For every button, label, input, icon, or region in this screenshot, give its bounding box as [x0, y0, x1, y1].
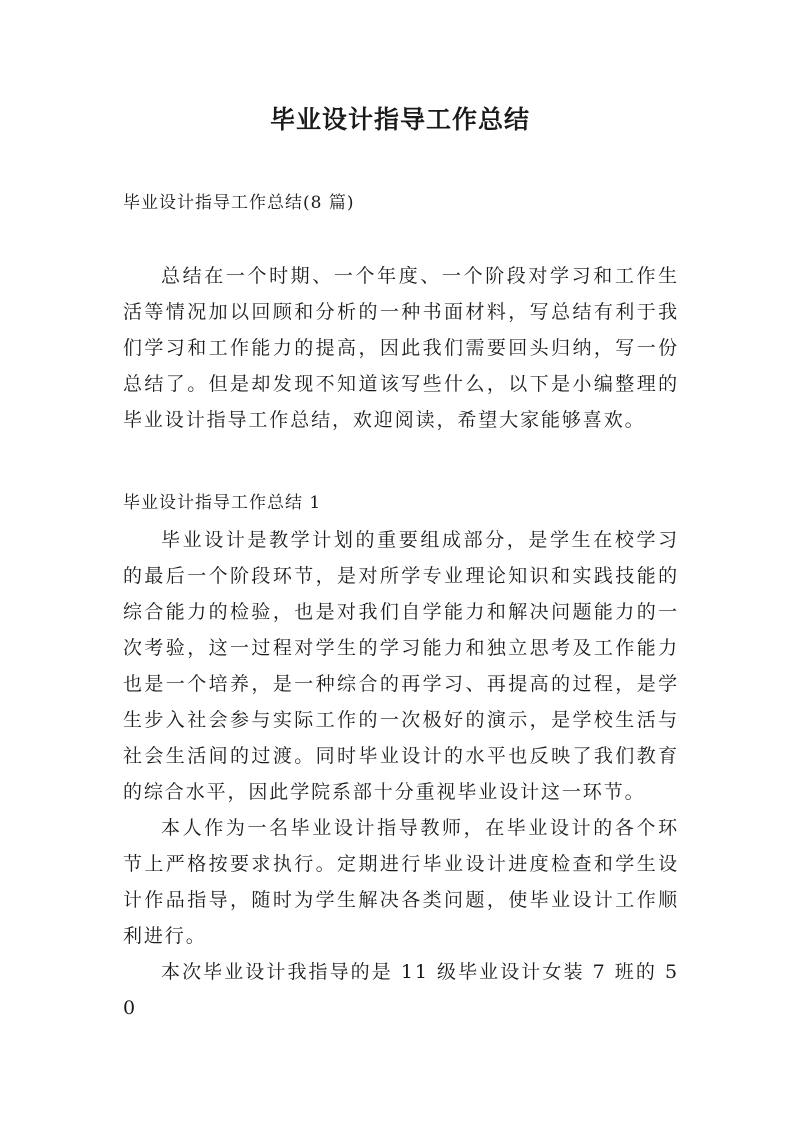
document-subtitle: 毕业设计指导工作总结(8 篇) — [123, 193, 355, 213]
intro-paragraph: 总结在一个时期、一个年度、一个阶段对学习和工作生活等情况加以回顾和分析的一种书面材料，写总结有利于我们学习和工作能力的提高，因此我们需要回头归纳，写一份总结了。但是却发现不知道该写些什么，以下是小编整理的毕业设计指导工作总结，欢迎阅读，希望大家能够喜欢。 — [123, 265, 679, 431]
body-paragraph: 本次毕业设计我指导的是 11 级毕业设计女装 7 班的 50 — [123, 961, 679, 1019]
section-body-1 — [123, 522, 679, 1026]
document-title: 毕业设计指导工作总结 — [269, 105, 530, 134]
body-paragraph: 毕业设计是教学计划的重要组成部分，是学生在校学习的最后一个阶段环节，是对所学专业理论知识和实践技能的综合能力的检验，也是对我们自学能力和解决问题能力的一次考验，这一过程对学生的学习能力和独立思考及工作能力也是一个培养，是一种综合的再学习、再提高的过程，是学生步入社会参与实际工作的一次极好的演示，是学校生活与社会生活间的过渡。同时毕业设计的水平也反映了我们教育的综合水平，因此学院系部十分重视毕业设计这一环节。 — [123, 529, 679, 803]
section-heading-1: 毕业设计指导工作总结 1 — [123, 493, 322, 513]
intro-block — [123, 258, 679, 438]
body-paragraph: 本人作为一名毕业设计指导教师，在毕业设计的各个环节上严格按要求执行。定期进行毕业设计进度检查和学生设计作品指导，随时为学生解决各类问题，使毕业设计工作顺利进行。 — [123, 817, 679, 947]
